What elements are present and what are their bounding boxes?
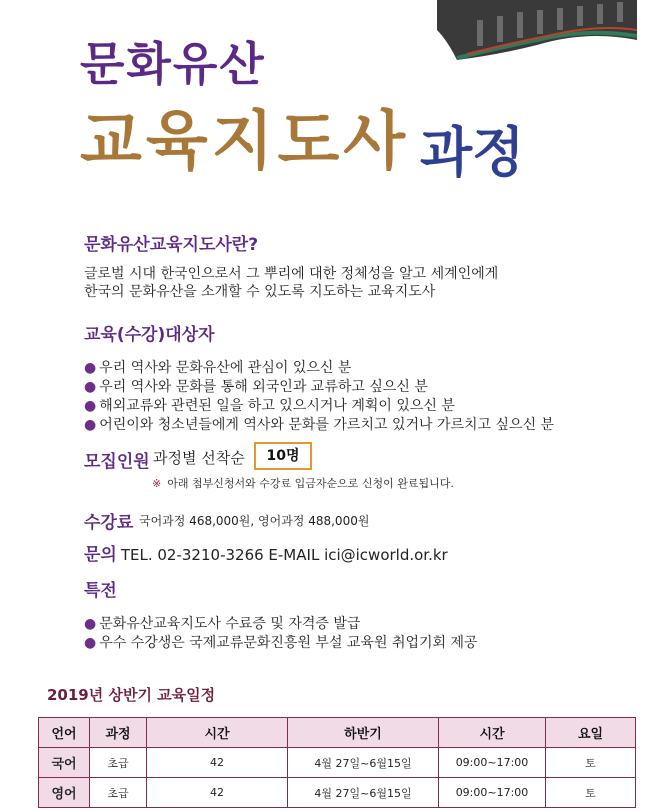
target-item: ● 우리 역사와 문화를 통해 외국인과 교류하고 싶으신 분 <box>84 379 428 395</box>
roof-eaves-illustration <box>437 0 637 60</box>
note-mark: ※ <box>152 477 162 490</box>
intro-heading: 문화유산교육지도사란? <box>84 235 259 255</box>
intro-line-2: 한국의 문화유산을 소개할 수 있도록 지도하는 교육지도사 <box>84 284 436 300</box>
cell-course: 초급 <box>90 748 147 778</box>
col-header-hours: 시간 <box>147 718 288 748</box>
target-item: ● 우리 역사와 문화유산에 관심이 있으신 분 <box>84 360 352 376</box>
bullet-icon: ● <box>84 398 97 414</box>
cell-period: 4월 27일~6월15일 <box>288 778 439 808</box>
target-item: ● 해외교류와 관련된 일을 하고 있으시거나 계획이 있으신 분 <box>84 398 455 414</box>
col-header-day: 요일 <box>546 718 636 748</box>
fee-label: 수강료 <box>84 513 134 533</box>
cell-hours: 42 <box>147 748 288 778</box>
recruit-count-badge: 10명 <box>254 442 312 470</box>
benefit-item: ● 문화유산교육지도사 수료증 및 자격증 발급 <box>84 616 361 632</box>
cell-language: 국어 <box>39 748 90 778</box>
schedule-title: 2019년 상반기 교육일정 <box>47 686 216 704</box>
bullet-icon: ● <box>84 379 97 395</box>
cell-day: 토 <box>546 778 636 808</box>
cell-day: 토 <box>546 748 636 778</box>
cell-time: 09:00~17:00 <box>439 748 546 778</box>
contact-text: TEL. 02-3210-3266 E-MAIL ici@icworld.or.kr <box>120 546 448 564</box>
title-line1: 문화유산 <box>80 37 266 91</box>
cell-period: 4월 27일~6월15일 <box>288 748 439 778</box>
contact-label: 문의 <box>84 545 117 565</box>
benefit-item: ● 우수 수강생은 국제교류문화진흥원 부설 교육원 취업기회 제공 <box>84 635 478 651</box>
bullet-icon: ● <box>84 616 97 632</box>
cell-hours: 42 <box>147 778 288 808</box>
bullet-icon: ● <box>84 360 97 376</box>
col-header-period: 하반기 <box>288 718 439 748</box>
cell-language: 영어 <box>39 778 90 808</box>
benefits-heading: 특전 <box>84 581 117 601</box>
recruit-note: ※ 아래 첨부신청서와 수강료 입금자순으로 신청이 완료됩니다. <box>152 477 454 490</box>
recruit-text: 과정별 선착순 <box>153 449 245 467</box>
col-header-language: 언어 <box>39 718 90 748</box>
fee-value: 국어과정 468,000원, 영어과정 488,000원 <box>139 514 370 528</box>
contact-line <box>84 540 448 565</box>
recruit-label: 모집인원 <box>84 452 150 472</box>
bullet-icon: ● <box>84 417 97 433</box>
title-suffix: 과정 <box>420 120 525 184</box>
schedule-table <box>38 717 636 808</box>
bullet-icon: ● <box>84 635 97 651</box>
table-row <box>39 748 636 778</box>
target-item: ● 어린이와 청소년들에게 역사와 문화를 가르치고 있거나 가르치고 싶으신 분 <box>84 417 555 433</box>
col-header-time: 시간 <box>439 718 546 748</box>
col-header-course: 과정 <box>90 718 147 748</box>
table-row <box>39 778 636 808</box>
cell-time: 09:00~17:00 <box>439 778 546 808</box>
intro-line-1: 글로벌 시대 한국인으로서 그 뿌리에 대한 정체성을 알고 세계인에게 <box>84 266 499 282</box>
target-heading: 교육(수강)대상자 <box>84 325 215 345</box>
table-header-row <box>39 718 636 748</box>
cell-course: 초급 <box>90 778 147 808</box>
title-line2: 교육지도사 <box>80 104 410 179</box>
